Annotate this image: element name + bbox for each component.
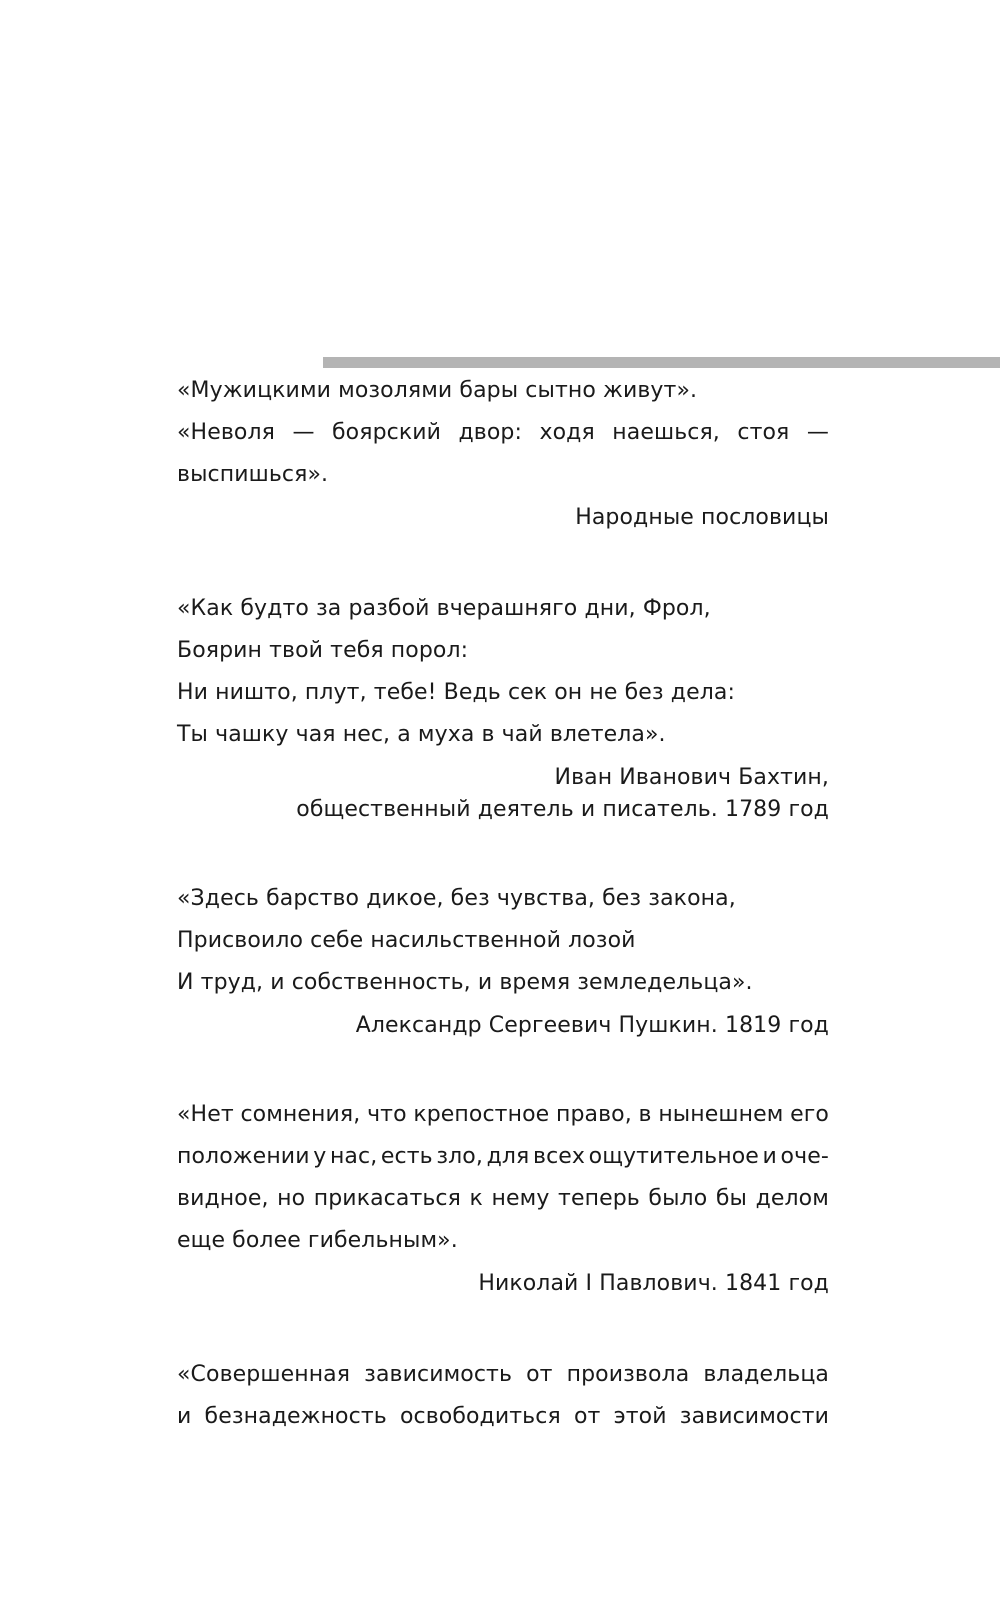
attribution: Николай I Павлович. 1841 год [478, 1271, 829, 1296]
word: всех [533, 1144, 586, 1169]
epigraph-column [177, 370, 829, 1438]
quote-line: Присвоило себе насильственной лозой [177, 928, 636, 953]
word: у [313, 1144, 327, 1169]
quote-block-nicholas [177, 1094, 829, 1300]
word: освободиться [399, 1404, 561, 1429]
decorative-header-bar [323, 357, 1000, 368]
quote-line: «Мужицкими мозолями бары сытно живут». [177, 378, 698, 403]
word: от [573, 1404, 601, 1429]
quote-line: еще более гибельным». [177, 1228, 458, 1253]
word: для [486, 1144, 530, 1169]
word: «Нет [177, 1102, 234, 1127]
quote-line: Боярин твой тебя порол: [177, 638, 469, 663]
word: от [526, 1362, 553, 1387]
word: нему [491, 1186, 550, 1211]
word: нас, [329, 1144, 378, 1169]
word: стоя [737, 420, 790, 445]
quote-line: Ты чашку чая нес, а муха в чай влетела». [177, 722, 666, 747]
quote-line-justified [177, 1354, 829, 1396]
word: что [367, 1102, 407, 1127]
quote-line-justified [177, 1094, 829, 1136]
word: двор: [458, 420, 523, 445]
word: ходя [539, 420, 595, 445]
word: делом [755, 1186, 829, 1211]
word: было [648, 1186, 708, 1211]
word: нынешнем [658, 1102, 784, 1127]
quote-block-proverbs [177, 370, 829, 534]
word: зависимость [364, 1362, 513, 1387]
word: крепостное [413, 1102, 550, 1127]
word: зло, [436, 1144, 483, 1169]
quote-line-justified [177, 412, 829, 454]
word: ощутительное [588, 1144, 759, 1169]
word: видное, [177, 1186, 269, 1211]
quote-block-bakhtin [177, 588, 829, 826]
word: и [177, 1404, 192, 1429]
word: теперь [558, 1186, 640, 1211]
quote-block-dependence [177, 1354, 829, 1438]
word: бы [715, 1186, 747, 1211]
quote-block-pushkin [177, 878, 829, 1042]
quote-line: И труд, и собственность, и время земледельца». [177, 970, 753, 995]
attribution: Александр Сергеевич Пушкин. 1819 год [355, 1013, 829, 1038]
quote-line: Ни ништо, плут, тебе! Ведь сек он не без дела: [177, 680, 735, 705]
word: сомнения, [240, 1102, 361, 1127]
word: положении [177, 1144, 310, 1169]
word: «Совершенная [177, 1362, 351, 1387]
word: есть [380, 1144, 433, 1169]
quote-line-justified [177, 1396, 829, 1438]
word: оче- [780, 1144, 829, 1169]
word: и [762, 1144, 777, 1169]
word: владельца [703, 1362, 829, 1387]
attribution: Народные пословицы [575, 505, 829, 530]
word: но [277, 1186, 306, 1211]
word: зависимости [679, 1404, 829, 1429]
word: — [292, 420, 315, 445]
word: этой [613, 1404, 667, 1429]
word: к [469, 1186, 483, 1211]
word: его [790, 1102, 829, 1127]
word: наешься, [612, 420, 720, 445]
word: прикасаться [313, 1186, 461, 1211]
quote-line-justified [177, 1136, 829, 1178]
word: произвола [566, 1362, 690, 1387]
word: право, [555, 1102, 632, 1127]
quote-line: выспишься». [177, 462, 329, 487]
attribution-details: общественный деятель и писатель. 1789 год [296, 797, 829, 822]
word: боярский [332, 420, 442, 445]
attribution-author: Иван Иванович Бахтин, [554, 765, 829, 790]
quote-line-justified [177, 1178, 829, 1220]
word: в [638, 1102, 652, 1127]
word: — [806, 420, 829, 445]
quote-line: «Как будто за разбой вчерашняго дни, Фрол, [177, 596, 711, 621]
quote-line: «Здесь барство дикое, без чувства, без закона, [177, 886, 736, 911]
word: «Неволя [177, 420, 275, 445]
word: безнадежность [204, 1404, 387, 1429]
